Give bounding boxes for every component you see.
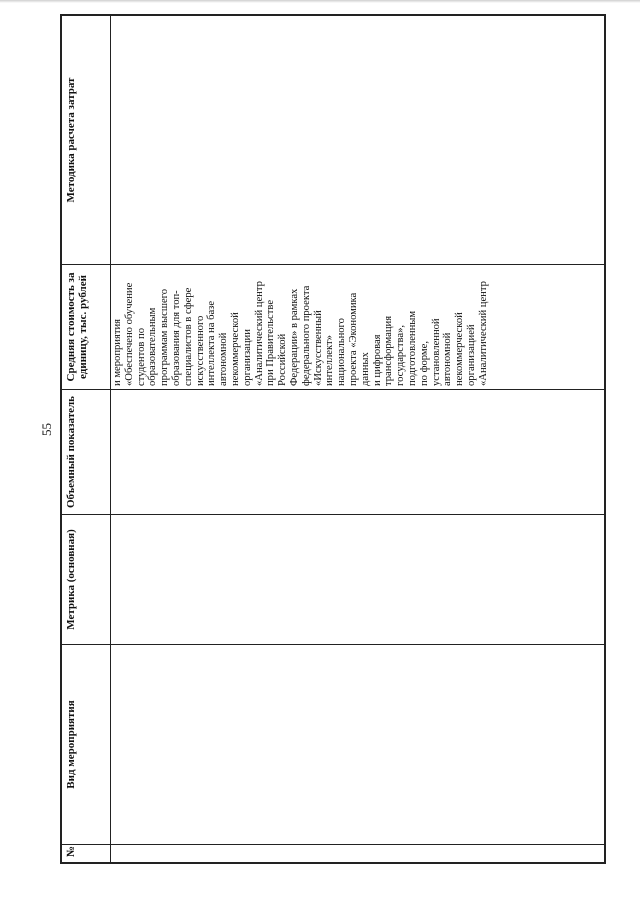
cell-cost (111, 265, 605, 390)
cost-text-line: установленной (430, 318, 442, 386)
header-metric: Метрика (основная) (62, 515, 111, 645)
cost-text-line: национального (336, 318, 348, 386)
cost-table (61, 15, 605, 863)
cost-text-line: организации (241, 329, 253, 386)
table-row (111, 16, 605, 863)
cell-volume (111, 390, 605, 515)
cell-activity-type (111, 645, 605, 845)
cost-text-line: проекта «Экономика (347, 292, 359, 386)
cost-text-line: Федерации» в рамках (288, 288, 300, 386)
cost-text-line: автономной (218, 332, 230, 386)
cost-text-line: образовательным (147, 307, 159, 386)
cost-text-line: студентов по (135, 328, 147, 386)
page-number: 55 (39, 423, 54, 436)
cell-method (111, 16, 605, 265)
cost-text-line: данных (359, 352, 371, 386)
cost-text-line: «Аналитический центр (477, 281, 489, 386)
header-method: Методика расчета затрат (62, 16, 111, 265)
cost-text-line: автономной (442, 332, 454, 386)
cost-text-line: программам высшего (159, 288, 171, 386)
cost-text-line: и цифровая (371, 334, 383, 386)
cost-text-line: образования для топ- (170, 290, 182, 386)
cost-text-line: государства», (395, 324, 407, 386)
cost-text-line: интеллект» (324, 335, 336, 386)
header-activity-type: Вид мероприятия (62, 645, 111, 845)
cost-text-line: организацией (465, 324, 477, 386)
cost-text-line: Российской (277, 333, 289, 386)
cost-text-line: специалистов в сфере (182, 287, 194, 386)
cost-text-line: при Правительстве (265, 299, 277, 386)
header-cost: Средняя стоимость за единицу, тыс. рублей (62, 265, 111, 390)
cell-metric (111, 515, 605, 645)
cost-text-line: «Обеспечено обучение (123, 282, 135, 386)
cost-text-line: трансформация (383, 315, 395, 386)
cost-text-line: «Аналитический центр (253, 281, 265, 386)
header-volume: Объемный показатель (62, 390, 111, 515)
cost-text-line: и мероприятия (112, 319, 123, 386)
cost-text-line: некоммерческой (229, 312, 241, 386)
cost-text-line: по форме, (418, 341, 430, 386)
table-header-row (62, 16, 111, 863)
scan-top-edge (0, 0, 640, 3)
cost-text-line: некоммерческой (454, 312, 466, 386)
cost-text-line: федерального проекта (300, 285, 312, 386)
cost-text-line: подготовленным (406, 310, 418, 386)
rotated-landscape-table (60, 14, 606, 864)
cell-no (111, 845, 605, 863)
cost-text-line: интеллекта на базе (206, 300, 218, 386)
cost-text-line: искусственного (194, 315, 206, 386)
cost-text-line: «Искусственный (312, 310, 324, 386)
header-no: № (62, 845, 111, 863)
